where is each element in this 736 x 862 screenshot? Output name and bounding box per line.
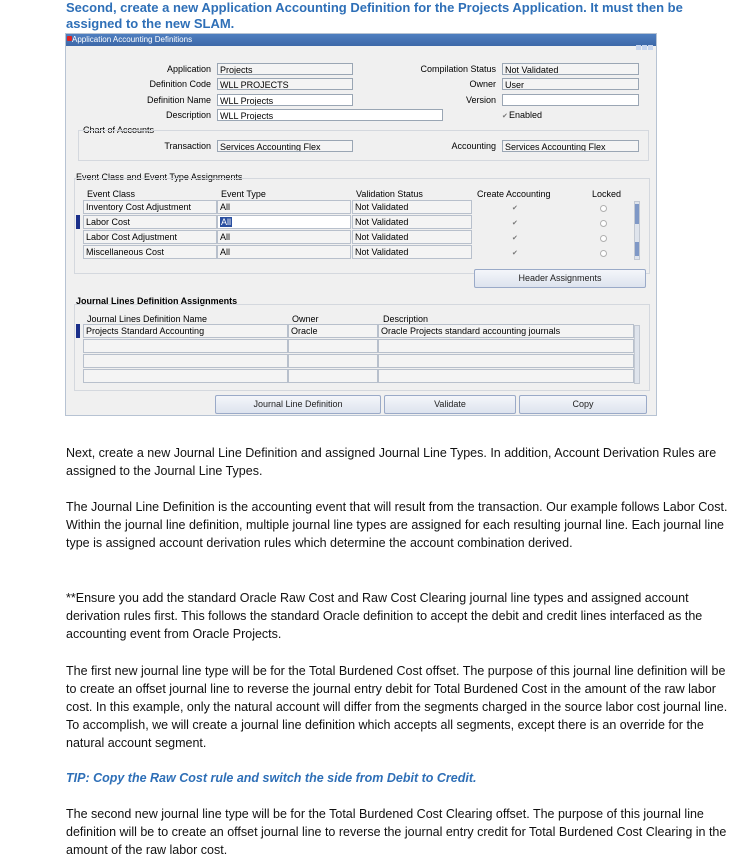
table-row-jld-owner: Oracle — [288, 324, 378, 338]
version-label: Version — [465, 95, 496, 105]
table-row-jld-name[interactable] — [83, 339, 288, 353]
table-row-event-class[interactable]: Miscellaneous Cost — [83, 245, 217, 259]
create-accounting-checkbox-icon[interactable]: ✔ — [512, 250, 518, 257]
col-event-type: Event Type — [221, 189, 266, 199]
definition-code-label: Definition Code — [149, 79, 211, 89]
transaction-label: Transaction — [164, 141, 211, 151]
table-row-event-type[interactable] — [217, 215, 351, 229]
definition-name-field[interactable]: WLL Projects — [217, 94, 353, 106]
description-field[interactable]: WLL Projects — [217, 109, 443, 121]
tip-text: TIP: Copy the Raw Cost rule and switch the side from Debit to Credit. — [66, 771, 477, 785]
heading-line-1: Second, create a new Application Accounting Definition for the Projects Application. It must then be — [66, 0, 683, 15]
event-scrollbar-thumb[interactable] — [635, 204, 639, 224]
selected-event-type-text: All — [221, 217, 232, 227]
journal-line-definition-button[interactable]: Journal Line Definition — [215, 395, 381, 414]
section-heading — [66, 0, 726, 32]
window-titlebar — [66, 34, 656, 46]
paragraph-1: Next, create a new Journal Line Definition and assigned Journal Line Types. In addition, Account Derivation Rules are assigned to the Journal Line Types. — [66, 446, 717, 478]
table-row-event-class[interactable]: Inventory Cost Adjustment — [83, 200, 217, 214]
current-record-marker — [76, 324, 80, 338]
table-row-validation-status: Not Validated — [352, 215, 472, 229]
table-row-jld-owner — [288, 369, 378, 383]
application-field[interactable]: Projects — [217, 63, 353, 75]
copy-button[interactable]: Copy — [519, 395, 647, 414]
definition-name-label: Definition Name — [146, 95, 211, 105]
current-record-marker — [76, 215, 80, 229]
paragraph-4: The first new journal line type will be for the Total Burdened Cost offset. The purpose of this journal line definition will be to create an offset journal line to reverse the journal entry debit for Total Burdened Cost in the amount of the raw labor cost. In this example, only the natural account will differ from the segments charged in the source labor cost journal line. To accomplish, we will create a journal line definition which accepts all segments, except there is an override for the natural account segment. — [66, 664, 728, 750]
paragraph-2: The Journal Line Definition is the accounting event that will result from the transaction. Our example follows Labor Cost. Within the journal line definition, multiple journal line types are assigned for each resulting journal line. Each journal line type is assigned account derivation rules which determine the account combination derived. — [66, 500, 728, 550]
table-row-event-class[interactable]: Labor Cost — [83, 215, 217, 229]
paragraph-3: **Ensure you add the standard Oracle Raw Cost and Raw Cost Clearing journal line types and assigned account derivation rules first. This follows the standard Oracle definition to accept the debit and credit lines interfaced as the accounting event from Oracle Projects. — [66, 591, 703, 641]
create-accounting-checkbox-icon[interactable]: ✔ — [512, 220, 518, 227]
description-label: Description — [165, 110, 211, 120]
table-row-jld-description — [378, 339, 634, 353]
col-create-accounting: Create Accounting — [477, 189, 551, 199]
version-field[interactable] — [502, 94, 639, 106]
table-row-jld-description — [378, 369, 634, 383]
owner-label: Owner — [469, 79, 496, 89]
col-jld-description: Description — [383, 314, 429, 324]
locked-checkbox-icon[interactable] — [600, 220, 607, 227]
event-scrollbar[interactable] — [634, 201, 640, 260]
application-accounting-definitions-window — [65, 33, 657, 416]
header-assignments-button[interactable]: Header Assignments — [474, 269, 646, 288]
definition-code-field[interactable]: WLL PROJECTS — [217, 78, 353, 90]
table-row-event-type[interactable]: All — [217, 245, 351, 259]
create-accounting-checkbox-icon[interactable]: ✔ — [512, 235, 518, 242]
table-row-jld-description: Oracle Projects standard accounting journals — [378, 324, 634, 338]
col-validation-status: Validation Status — [356, 189, 423, 199]
table-row-validation-status: Not Validated — [352, 245, 472, 259]
accounting-field[interactable]: Services Accounting Flex — [502, 140, 639, 152]
table-row-jld-description — [378, 354, 634, 368]
heading-line-2: assigned to the new SLAM. — [66, 16, 235, 31]
owner-field: User — [502, 78, 639, 90]
table-row-event-type[interactable]: All — [217, 230, 351, 244]
chart-of-accounts-label: Chart of Accounts — [83, 125, 155, 135]
table-row-validation-status: Not Validated — [352, 230, 472, 244]
table-row-jld-name[interactable] — [83, 369, 288, 383]
compilation-status-label: Compilation Status — [420, 64, 496, 74]
table-row-jld-name[interactable]: Projects Standard Accounting — [83, 324, 288, 338]
locked-checkbox-icon[interactable] — [600, 235, 607, 242]
col-jld-owner: Owner — [292, 314, 319, 324]
event-scrollbar-thumb[interactable] — [635, 242, 639, 256]
transaction-field[interactable]: Services Accounting Flex — [217, 140, 353, 152]
window-title: Application Accounting Definitions — [72, 35, 193, 44]
locked-checkbox-icon[interactable] — [600, 250, 607, 257]
col-locked: Locked — [592, 189, 622, 199]
application-label: Application — [166, 64, 211, 74]
create-accounting-checkbox-icon[interactable]: ✔ — [512, 205, 518, 212]
compilation-status-field: Not Validated — [502, 63, 639, 75]
validate-button[interactable]: Validate — [384, 395, 516, 414]
table-row-validation-status: Not Validated — [352, 200, 472, 214]
table-row-event-type[interactable]: All — [217, 200, 351, 214]
enabled-label: Enabled — [509, 110, 543, 120]
locked-checkbox-icon[interactable] — [600, 205, 607, 212]
table-row-jld-owner — [288, 339, 378, 353]
table-row-jld-name[interactable] — [83, 354, 288, 368]
col-event-class: Event Class — [87, 189, 136, 199]
col-jld-name: Journal Lines Definition Name — [87, 314, 208, 324]
window-controls-icon[interactable] — [635, 37, 653, 43]
table-row-event-class[interactable]: Labor Cost Adjustment — [83, 230, 217, 244]
event-section-title: Event Class and Event Type Assignments — [76, 172, 243, 182]
accounting-label: Accounting — [451, 141, 496, 151]
enabled-checkbox-icon[interactable]: ✔ — [502, 113, 508, 120]
paragraph-5: The second new journal line type will be for the Total Burdened Cost Clearing offset. The purpose of this journal line definition will be to create an offset journal line to reverse the journal entry credit for Total Burdened Cost Clearing in the amount of the raw labor cost. — [66, 807, 727, 857]
jld-section-title: Journal Lines Definition Assignments — [76, 296, 238, 306]
table-row-jld-owner — [288, 354, 378, 368]
jld-scrollbar[interactable] — [634, 325, 640, 384]
